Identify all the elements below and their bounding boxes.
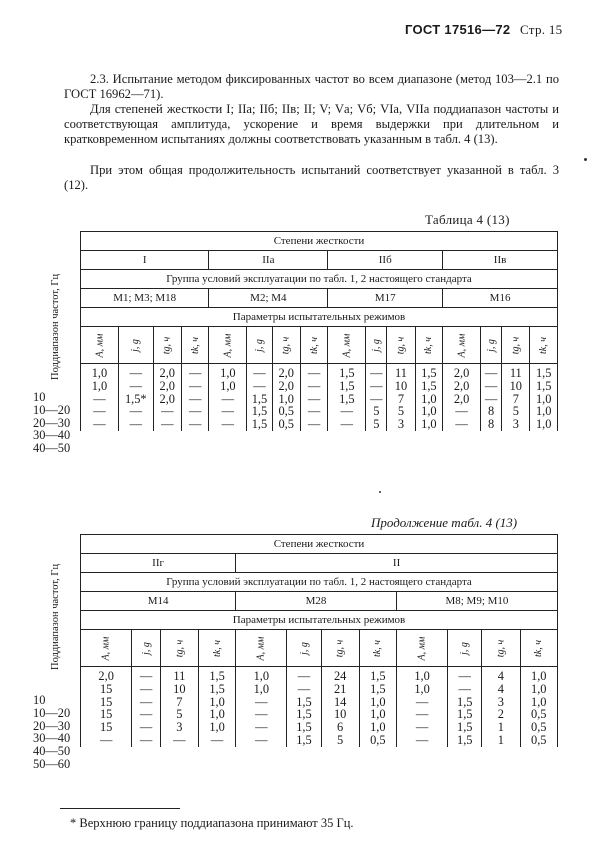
- param-label-text: A, мм: [222, 333, 234, 358]
- table-cell: —: [297, 681, 311, 696]
- range-cell: 10—20: [33, 705, 71, 720]
- table2-degree: II: [236, 554, 558, 573]
- param-label: [153, 327, 181, 364]
- table-cell: —: [255, 694, 268, 709]
- paragraph-duration: При этом общая продолжительность испытаний соответствует указанной в табл. 3 (12).: [64, 163, 559, 193]
- table-cell: 10: [394, 378, 408, 393]
- param-label-text: A, мм: [255, 636, 267, 661]
- table-cell: —: [484, 391, 498, 406]
- table-cell: —: [297, 669, 311, 683]
- param-label-text: A, мм: [341, 333, 353, 358]
- table-cell: 1,0: [421, 417, 437, 432]
- param-label: [181, 327, 208, 364]
- table-cell: 5: [373, 417, 380, 432]
- table-cell: 1,5: [339, 366, 355, 380]
- param-label: [481, 327, 502, 364]
- data-column: [236, 667, 287, 747]
- table-cell: —: [307, 391, 321, 406]
- table-cell: 1,5: [296, 707, 312, 722]
- table-cell: 11: [509, 366, 522, 380]
- table2-params-header: Параметры испытательных режимов: [81, 611, 558, 630]
- table-cell: 1: [497, 732, 504, 747]
- table-cell: 1,5: [421, 366, 437, 380]
- table-cell: 1,5: [457, 694, 473, 709]
- table-cell: 1,5: [251, 417, 268, 432]
- table-cell: 2,0: [453, 378, 470, 393]
- table-cell: 1,5: [296, 694, 312, 709]
- footnote: * Верхнюю границу поддиапазона принимают 35 Гц.: [70, 816, 354, 830]
- table-cell: 1,0: [220, 366, 236, 380]
- table-cell: —: [415, 720, 429, 735]
- table-cell: —: [139, 707, 153, 722]
- data-column: [359, 667, 396, 747]
- table-cell: 1,0: [209, 720, 225, 735]
- data-column: [366, 364, 387, 431]
- table-cell: 5: [397, 404, 405, 419]
- table-cell: 1,5: [457, 720, 473, 735]
- table-cell: —: [139, 669, 153, 683]
- table-cell: —: [484, 378, 498, 393]
- paragraph-degrees: Для степеней жесткости I; IIа; IIб; IIв; II; V; Vа; Vб; VIа, VIIа поддиапазон частоты и соответствующая амплитуда, ускорение и время выдержки при длительном и кратковременном испытаниях должны соответствовать указанным в табл. 4 (13).: [64, 102, 559, 147]
- param-label-text: A, мм: [456, 333, 468, 358]
- table-cell: 1,0: [370, 694, 386, 709]
- table-cell: 2,0: [453, 366, 470, 380]
- table-cell: —: [188, 378, 202, 393]
- data-column: [118, 364, 153, 431]
- table-cell: 1,5: [535, 378, 552, 393]
- table-cell: 1,0: [535, 391, 552, 406]
- param-label: [287, 630, 321, 667]
- param-label: [328, 327, 366, 364]
- table1-side-label: Поддиапазон частот, Гц: [50, 273, 61, 380]
- range-cell: 40—50: [33, 441, 71, 456]
- table1-degree-header: Степени жесткости: [81, 232, 558, 251]
- param-label-text: tk, ч: [189, 337, 201, 354]
- data-column: [272, 364, 300, 431]
- table-cell: —: [139, 681, 153, 696]
- table-cell: 5: [337, 732, 344, 747]
- table-cell: 11: [173, 669, 186, 683]
- param-label-text: tg, ч: [334, 639, 346, 658]
- table-cell: 1,0: [253, 669, 270, 683]
- table-cell: 1,0: [220, 378, 236, 393]
- table-cell: 1,0: [278, 391, 294, 406]
- data-column: [247, 364, 272, 431]
- table-cell: 2,0: [453, 391, 470, 406]
- table-cell: 3: [497, 694, 504, 709]
- param-label-text: tg, ч: [280, 336, 292, 355]
- table2-caption: Продолжение табл. 4 (13): [371, 515, 518, 530]
- table-cell: 21: [333, 681, 347, 696]
- table-cell: 1,0: [421, 391, 437, 406]
- param-label-text: tg, ч: [173, 639, 185, 658]
- range-cell: 40—50: [33, 744, 71, 759]
- data-column: [502, 364, 530, 431]
- table-cell: 1,5: [296, 732, 312, 747]
- table-cell: —: [221, 417, 235, 432]
- table-cell: 24: [333, 669, 347, 683]
- table1-degree: IIа: [209, 251, 328, 270]
- table-cell: 15: [99, 707, 113, 722]
- data-column: [328, 364, 366, 431]
- table-cell: 0,5: [370, 732, 386, 747]
- table-cell: —: [340, 417, 353, 432]
- table-cell: —: [188, 417, 202, 432]
- param-label: [502, 327, 530, 364]
- table-cell: 1,0: [531, 681, 547, 696]
- table1-group-header: Группа условий эксплуатации по табл. 1, 2 настоящего стандарта: [81, 270, 558, 289]
- standard-number: ГОСТ 17516—72: [405, 22, 511, 37]
- table-cell: —: [188, 366, 202, 380]
- table-cell: —: [93, 417, 106, 432]
- param-label-text: A, мм: [93, 333, 105, 358]
- table-cell: 2: [497, 707, 504, 722]
- param-label: [81, 327, 119, 364]
- table2-degree: IIг: [81, 554, 236, 573]
- range-cell: 10—20: [33, 402, 71, 417]
- table1-degree: IIб: [328, 251, 443, 270]
- param-label-text: tk, ч: [211, 640, 223, 657]
- table-cell: 1,0: [531, 694, 547, 709]
- table-cell: 1,5: [535, 366, 552, 380]
- param-label-text: tk, ч: [423, 337, 435, 354]
- param-label: [199, 630, 236, 667]
- table2-side-label: Поддиапазон частот, Гц: [50, 563, 61, 670]
- data-column: [520, 667, 557, 747]
- param-label: [118, 327, 153, 364]
- table-cell: 1,0: [414, 669, 430, 683]
- param-label: [160, 630, 198, 667]
- table-cell: 1,5: [296, 720, 312, 735]
- table-cell: 3: [176, 720, 183, 735]
- table-cell: 1: [497, 720, 504, 735]
- param-label-text: j, g: [370, 339, 382, 352]
- param-label: [247, 327, 272, 364]
- table-cell: 1,0: [535, 404, 552, 419]
- table-cell: 2,0: [159, 391, 175, 406]
- table-cell: —: [93, 391, 106, 406]
- table-cell: —: [255, 707, 268, 722]
- table-cell: —: [129, 404, 142, 419]
- table-cell: 2,0: [278, 378, 294, 393]
- range-cell: 30—40: [33, 731, 71, 746]
- table-cell: —: [458, 681, 471, 696]
- table-cell: 1,0: [370, 720, 386, 735]
- table-cell: 1,0: [370, 707, 386, 722]
- data-column: [448, 667, 482, 747]
- data-column: [160, 667, 198, 747]
- page-number: Стр. 15: [520, 22, 563, 37]
- table-cell: —: [93, 404, 106, 419]
- table-cell: —: [307, 378, 321, 393]
- param-label-text: tg, ч: [395, 336, 407, 355]
- table-cell: 5: [176, 707, 183, 722]
- param-label-text: tk, ч: [372, 640, 384, 657]
- table-cell: 1,5: [457, 732, 473, 747]
- table1-degree: I: [81, 251, 209, 270]
- table-cell: 1,5: [421, 378, 437, 393]
- table2-ranges: [33, 693, 81, 770]
- table-cell: —: [370, 391, 383, 406]
- param-label: [300, 327, 327, 364]
- table-cell: 1,5: [339, 378, 355, 393]
- table-cell: 5: [373, 404, 380, 419]
- range-cell: 50—60: [33, 756, 71, 771]
- table-cell: —: [415, 694, 429, 709]
- table-cell: —: [99, 732, 113, 747]
- table-cell: 15: [99, 720, 113, 735]
- param-label: [359, 630, 396, 667]
- table-cell: —: [139, 694, 153, 709]
- table-cell: 2,0: [98, 669, 114, 683]
- param-label: [520, 630, 557, 667]
- table-cell: —: [415, 707, 429, 722]
- range-cell: 20—30: [33, 718, 71, 733]
- table1-caption: Таблица 4 (13): [425, 212, 510, 227]
- param-label-text: tk, ч: [533, 640, 545, 657]
- table-cell: —: [307, 417, 321, 432]
- table-cell: —: [255, 732, 268, 747]
- param-label: [366, 327, 387, 364]
- table-cell: 2,0: [159, 378, 175, 393]
- data-column: [387, 364, 415, 431]
- param-label: [415, 327, 442, 364]
- table-cell: —: [455, 404, 468, 419]
- param-label: [272, 327, 300, 364]
- table2-degree-header: Степени жесткости: [81, 535, 558, 554]
- table-cell: —: [221, 391, 235, 406]
- table-cell: 2,0: [159, 366, 175, 380]
- table1-params-header: Параметры испытательных режимов: [81, 308, 558, 327]
- table1-group: М17: [328, 289, 443, 308]
- table-cell: 1,0: [414, 681, 430, 696]
- table-cell: —: [139, 720, 153, 735]
- table-cell: —: [221, 404, 235, 419]
- table-cell: 0,5: [531, 720, 547, 735]
- table-cell: —: [161, 404, 174, 419]
- param-label-text: j, g: [485, 339, 497, 352]
- data-column: [287, 667, 321, 747]
- param-label: [396, 630, 447, 667]
- data-column: [300, 364, 327, 431]
- table1-group: М1; М3; М18: [81, 289, 209, 308]
- table-cell: 1,0: [535, 417, 552, 432]
- table-cell: 1,5*: [124, 391, 147, 406]
- table-cell: 1,5: [251, 391, 268, 406]
- data-column: [482, 667, 520, 747]
- table-cell: 1,5: [457, 707, 473, 722]
- table-cell: 5: [512, 404, 519, 419]
- table-cell: —: [210, 732, 224, 747]
- table-cell: 1,0: [209, 707, 225, 722]
- table-cell: 3: [512, 417, 519, 432]
- table-cell: 0,5: [531, 707, 547, 722]
- table-cell: 15: [99, 681, 113, 696]
- param-label: [387, 327, 415, 364]
- param-label: [132, 630, 160, 667]
- table-cell: 1,5: [370, 681, 386, 696]
- table-cell: —: [340, 404, 353, 419]
- table-cell: —: [458, 669, 471, 683]
- table-cell: 8: [488, 417, 495, 432]
- data-column: [153, 364, 181, 431]
- param-label-text: A, мм: [416, 636, 428, 661]
- table-cell: —: [484, 366, 498, 380]
- table1-group: М2; М4: [209, 289, 328, 308]
- table-cell: 15: [99, 694, 113, 709]
- data-column: [415, 364, 442, 431]
- table-cell: 1,5: [339, 391, 355, 406]
- table-cell: 3: [397, 417, 405, 432]
- table-cell: 11: [395, 366, 407, 380]
- table-cell: —: [253, 378, 266, 393]
- table1-ranges: [33, 390, 81, 454]
- table-cell: 1,0: [253, 681, 270, 696]
- table-cell: 7: [176, 694, 183, 709]
- param-label: [530, 327, 558, 364]
- table2-group: М14: [81, 592, 236, 611]
- param-label: [443, 327, 481, 364]
- param-label: [236, 630, 287, 667]
- data-column: [396, 667, 447, 747]
- data-column: [443, 364, 481, 431]
- data-column: [199, 667, 236, 747]
- table-cell: 1,0: [91, 378, 108, 393]
- table-cell: 7: [397, 391, 405, 406]
- param-label-text: tg, ч: [510, 336, 522, 355]
- table2-group-header: Группа условий эксплуатации по табл. 1, 2 настоящего стандарта: [81, 573, 558, 592]
- table-cell: 8: [488, 404, 495, 419]
- param-label-text: tg, ч: [161, 336, 173, 355]
- data-column: [321, 667, 359, 747]
- table-cell: 10: [333, 707, 347, 722]
- param-label-text: j, g: [140, 642, 152, 655]
- table-cell: 6: [337, 720, 344, 735]
- range-cell: 10: [33, 390, 46, 404]
- table-cell: —: [307, 366, 321, 380]
- table-cell: 4: [497, 681, 504, 696]
- table-cell: 14: [333, 694, 347, 709]
- table-cell: 0,5: [531, 732, 547, 747]
- table-cell: 1,0: [531, 669, 547, 683]
- table-cell: —: [255, 720, 268, 735]
- table-cell: —: [188, 404, 202, 419]
- data-column: [181, 364, 208, 431]
- param-label: [209, 327, 247, 364]
- data-column: [81, 667, 132, 747]
- table-cell: 4: [497, 669, 504, 683]
- param-label: [321, 630, 359, 667]
- table-cell: 1,5: [251, 404, 268, 419]
- table-cell: —: [253, 366, 266, 380]
- table1-group: М16: [443, 289, 558, 308]
- table-cell: —: [370, 378, 383, 393]
- param-label: [81, 630, 132, 667]
- table-cell: —: [129, 417, 142, 432]
- param-label-text: tg, ч: [495, 639, 507, 658]
- table-cell: 1,5: [370, 669, 386, 683]
- table-cell: —: [173, 732, 186, 747]
- param-label-text: j, g: [459, 642, 471, 655]
- range-cell: 10: [33, 693, 46, 707]
- table-cell: 0,5: [278, 404, 294, 419]
- table-cell: —: [415, 732, 429, 747]
- table-cell: 7: [512, 391, 519, 406]
- param-label: [482, 630, 520, 667]
- table2: [80, 534, 558, 747]
- param-label-text: A, мм: [100, 636, 112, 661]
- table-cell: —: [307, 404, 321, 419]
- table-cell: —: [455, 417, 468, 432]
- table-cell: 2,0: [278, 366, 294, 380]
- footnote-rule: [60, 808, 180, 809]
- table-cell: 1,0: [421, 404, 437, 419]
- table-cell: 1,5: [209, 681, 225, 696]
- table-cell: —: [129, 378, 142, 393]
- range-cell: 30—40: [33, 428, 71, 443]
- table-cell: 0,5: [278, 417, 294, 432]
- table-cell: —: [139, 732, 153, 747]
- data-column: [481, 364, 502, 431]
- table-cell: 1,0: [209, 694, 225, 709]
- data-column: [530, 364, 558, 431]
- data-column: [132, 667, 160, 747]
- table-cell: 1,5: [209, 669, 225, 683]
- param-label: [448, 630, 482, 667]
- param-label-text: j, g: [253, 339, 265, 352]
- param-label-text: tk, ч: [538, 337, 550, 354]
- table1-degree: IIв: [443, 251, 558, 270]
- table-cell: —: [161, 417, 174, 432]
- param-label-text: j, g: [298, 642, 310, 655]
- range-cell: 20—30: [33, 415, 71, 430]
- table-cell: 10: [509, 378, 522, 393]
- table2-group: М28: [236, 592, 397, 611]
- table-cell: 10: [173, 681, 186, 696]
- table2-group: М8; М9; М10: [396, 592, 557, 611]
- data-column: [209, 364, 247, 431]
- page-header: [405, 22, 562, 38]
- paragraph-2-3: 2.3. Испытание методом фиксированных частот во всем диапазоне (метод 103—2.1 по ГОСТ 16962—71).: [64, 72, 559, 102]
- table-cell: —: [370, 366, 383, 380]
- param-label-text: tk, ч: [308, 337, 320, 354]
- table-cell: —: [188, 391, 202, 406]
- data-column: [81, 364, 119, 431]
- param-label-text: j, g: [130, 339, 142, 352]
- table-cell: 1,0: [91, 366, 108, 380]
- table1: [80, 231, 558, 431]
- table-cell: —: [129, 366, 142, 380]
